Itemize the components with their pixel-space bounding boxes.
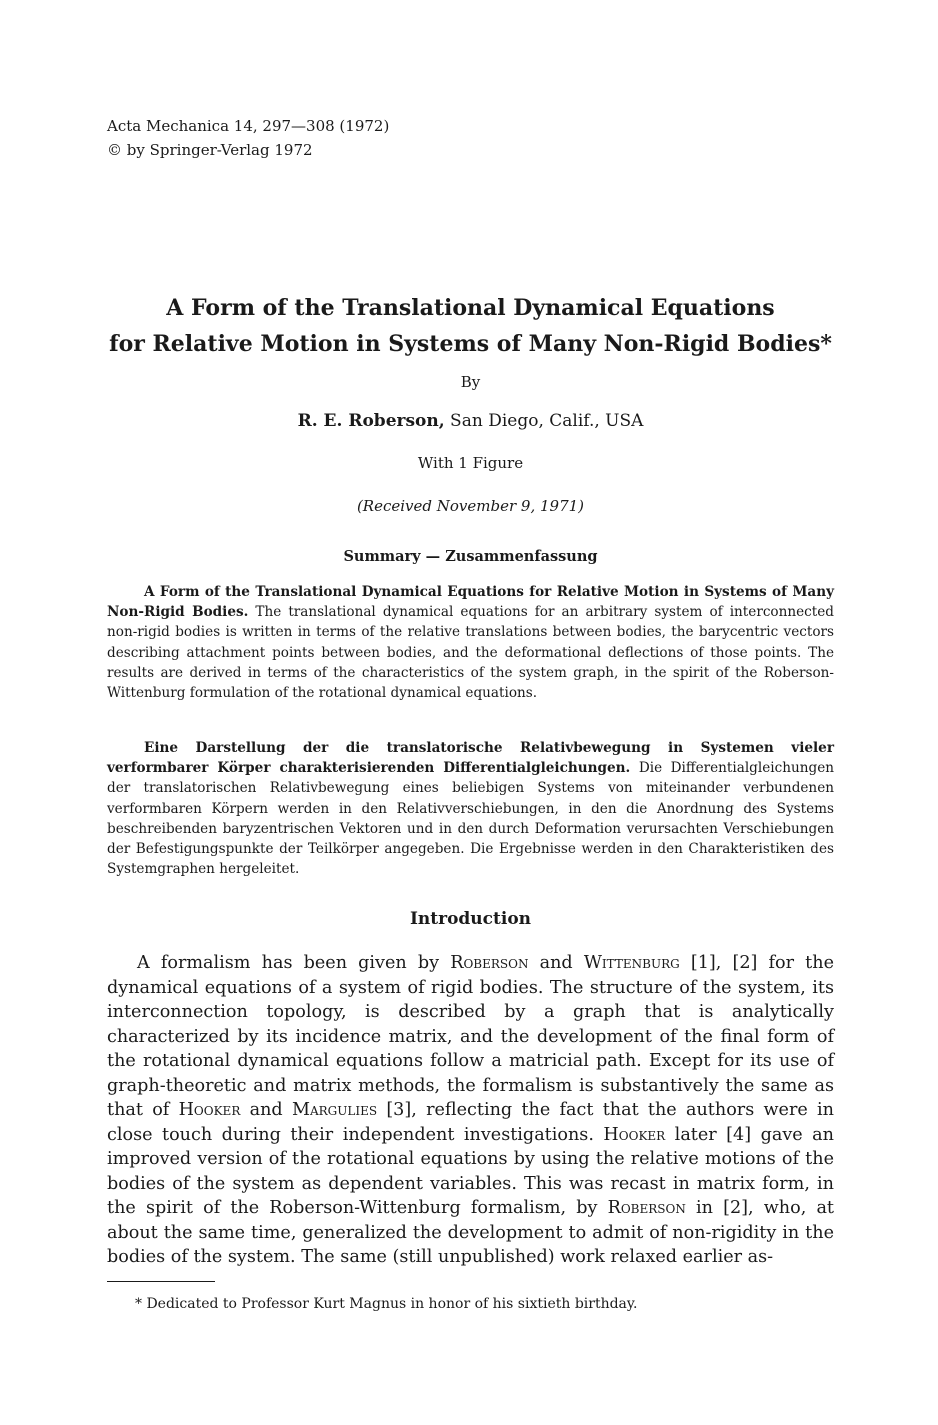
introduction-heading: Introduction — [409, 909, 532, 929]
intro-text: [1], [2] for the dynamical equations of a system of rigid bodies. The structure of the system, its interconnection topology, is described by a graph that is analytically characterized by its incidence matrix, and the development of the final form of the rotational dynamical equations follow a matricial path. Except for its use of graph-theoretic and matrix methods, the formalism is substantively the same as that of — [107, 953, 834, 1120]
abstract-german — [107, 738, 834, 879]
abstract-de-text: Die Differentialgleichungen der translatorischen Relativbewegung eines beliebigen Systems von miteinander verbundenen verformbaren Körpern werden in den Relativverschiebungen, in den die Anordnung des Systems beschreibenden baryzentrischen Vektoren und in den durch Deformation verursachten Verschiebungen der Befestigungspunkte der Teilkörper angegeben. Die Ergebnisse werden in den Charakteristiken des Systemgraphen hergeleitet. — [107, 760, 834, 878]
title-line-1: A Form of the Translational Dynamical Equations — [166, 295, 775, 321]
author-line — [107, 411, 834, 431]
received-date: (Received November 9, 1971) — [356, 497, 585, 515]
abstract-en-lead: A Form of the Translational Dynamical Equations for Relative Motion in Systems of Many Non-Rigid Bodies. — [107, 584, 834, 621]
author-ref-roberson: Roberson — [450, 953, 529, 973]
abstract-english — [107, 582, 834, 703]
figures-note: With 1 Figure — [417, 454, 524, 472]
author-ref-hooker: Hooker — [178, 1100, 241, 1120]
author-ref-roberson: Roberson — [607, 1198, 686, 1218]
title-line-2: for Relative Motion in Systems of Many Non-Rigid Bodies* — [109, 331, 832, 357]
author-affiliation: San Diego, Calif., USA — [444, 411, 644, 431]
intro-text: and — [528, 953, 584, 973]
author-name: R. E. Roberson, — [297, 411, 445, 431]
author-ref-margulies: Margulies — [291, 1100, 378, 1120]
intro-text: later [4] gave an improved version of the rotational equations by using the relative motions of the bodies of the system as dependent variables. This was recast in matrix form, in the spirit of the Roberson-Wittenburg formalism, by — [107, 1124, 834, 1218]
summary-heading: Summary — Zusammenfassung — [343, 548, 598, 565]
journal-header — [107, 114, 389, 162]
abstract-en-text: The translational dynamical equations for an arbitrary system of interconnected non-rigid bodies is written in terms of the relative translations between bodies, the barycentric vectors describing attachment points between bodies, and the deformational deflections of those points. The results are derived in terms of the characteristics of the system graph, in the spirit of the Roberson-Wittenburg formulation of the rotational dynamical equations. — [107, 604, 834, 702]
author-ref-wittenburg: Wittenburg — [583, 953, 680, 973]
abstract-de-lead: Eine Darstellung der die translatorische Relativbewegung in Systemen vieler verformbarer Körper charakterisierenden Differentialgleichungen. — [107, 740, 834, 777]
intro-text: [3], reflecting the fact that the authors were in close touch during their independent investigations. — [107, 1100, 834, 1145]
intro-text: A formalism has been given by — [137, 953, 451, 973]
paper-title — [107, 290, 834, 362]
introduction-body — [107, 951, 834, 1270]
journal-citation: Acta Mechanica 14, 297—308 (1972) — [107, 117, 390, 135]
footnote-rule — [107, 1281, 215, 1282]
byline: By — [460, 373, 481, 391]
author-ref-hooker: Hooker — [603, 1124, 666, 1145]
copyright-line: © by Springer-Verlag 1972 — [107, 141, 313, 159]
intro-text: in [2], who, at about the same time, generalized the development to admit of non-rigidity in the bodies of the system. The same (still unpublished) work relaxed earlier as- — [107, 1198, 834, 1267]
intro-text: and — [240, 1100, 292, 1120]
footnote: * Dedicated to Professor Kurt Magnus in honor of his sixtieth birthday. — [135, 1296, 638, 1312]
